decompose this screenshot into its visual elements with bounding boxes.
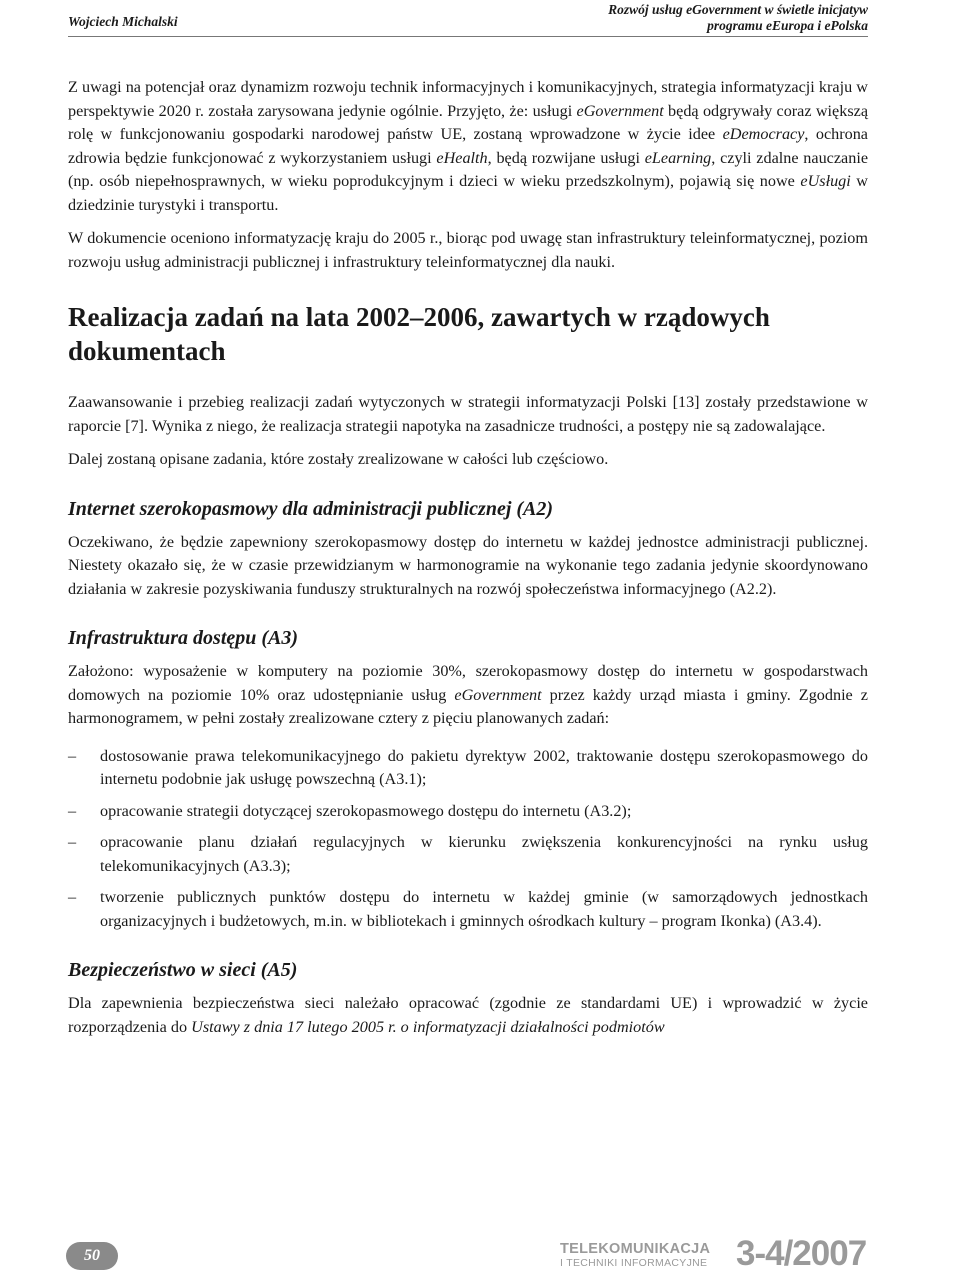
- dash-bullet: –: [68, 833, 77, 851]
- journal-name-line2: I TECHNIKI INFORMACYJNE: [560, 1257, 708, 1269]
- paragraph-strategy-2020: Z uwagi na potencjał oraz dynamizm rozwoju technik informacyjnych i komunikacyjnych, strategia informatyzacji kraju w perspektywie 2020 r. została zarysowana jedynie ogólnie. Przyjęto, że: usługi eGovernment będą odgrywały coraz większą rolę w funkcjonowaniu gospodarki narodowej państw UE, zostaną wprowadzone w życie idee eDemocracy, ochrona zdrowia będzie funkcjonować z wykorzystaniem usługi eHealth, będą rozwijane usługi eLearning, czyli zdalne nauczanie (np. osób niepełnosprawnych, w wieku poprodukcyjnym i dzieci w wieku przedszkolnym), pojawią się nowe eUsługi w dziedzinie turystyki i transportu.: [68, 78, 869, 214]
- paragraph-progress: Zaawansowanie i przebieg realizacji zadań wytyczonych w strategii informatyzacji Polski [13] zostały przedstawione w raporcie [7]. Wynika z niego, że realizacja strategii napotyka na zasadnicze trudności, a postępy nie są zadowalające.: [68, 393, 868, 435]
- paragraph-a3: Założono: wyposażenie w komputery na poziomie 30%, szerokopasmowy dostęp do internetu w gospodarstwach domowych na poziomie 10% oraz udostępnianie usług eGovernment przez każdy urząd miasta i gminy. Zgodnie z harmonogramem, w pełni zostały zrealizowane cztery z pięciu planowanych zadań:: [68, 662, 868, 727]
- paragraph-intro-tasks: Dalej zostaną opisane zadania, które zostały zrealizowane w całości lub częściowo.: [68, 450, 609, 468]
- list-item: – dostosowanie prawa telekomunikacyjnego do pakietu dyrektyw 2002, traktowanie dostępu szerokopasmowego do internetu podobnie jak usługę powszechną (A3.1);: [68, 746, 868, 788]
- running-header-title-line1: Rozwój usług eGovernment w świetle inicjatyw: [608, 2, 868, 17]
- page-number-badge: 50: [66, 1242, 118, 1270]
- list-item: – opracowanie planu działań regulacyjnych w kierunku zwiększenia konkurencyjności na rynku usług telekomunikacyjnych (A3.3);: [68, 833, 868, 875]
- subheading-internet-a2: Internet szerokopasmowy dla administracji publicznej (A2): [68, 497, 554, 520]
- running-header-title-line2: programu eEuropa i ePolska: [707, 18, 868, 33]
- journal-name: [560, 1242, 710, 1270]
- article-body: [68, 76, 868, 1049]
- issue-number: 3-4/2007: [736, 1234, 867, 1273]
- section-heading: Realizacja zadań na lata 2002–2006, zawartych w rządowych dokumentach: [68, 302, 770, 366]
- paragraph-a5: Dla zapewnienia bezpieczeństwa sieci należało opracować (zgodnie ze standardami UE) i wprowadzić w życie rozporządzenia do Ustawy z dnia 17 lutego 2005 r. o informatyzacji działalności podmiotów: [68, 994, 868, 1036]
- running-header-author: Wojciech Michalski: [68, 14, 178, 29]
- subheading-security-a5: Bezpieczeństwo w sieci (A5): [68, 959, 298, 981]
- paragraph-assessment: W dokumencie oceniono informatyzację kraju do 2005 r., biorąc pod uwagę stan infrastruktury teleinformatycznej, poziom rozwoju usług administracji publicznej i infrastruktury teleinformatycznej dla nauki.: [68, 229, 868, 271]
- paragraph-a2: Oczekiwano, że będzie zapewniony szerokopasmowy dostęp do internetu w każdej jednostce administracji publicznej. Niestety okazało się, że w czasie przewidzianym w harmonogramie na wykonanie tego zadania jedynie skoordynowano działania w zakresie pozyskiwania funduszy strukturalnych na rozwój społeczeństwa informacyjnego (A2.2).: [68, 532, 868, 598]
- dash-bullet: –: [68, 801, 77, 820]
- dash-bullet: –: [68, 888, 77, 906]
- journal-name-line1: TELEKOMUNIKACJA: [560, 1241, 711, 1257]
- page-footer: [0, 1220, 960, 1271]
- header-rule: [68, 36, 868, 37]
- task-list: [68, 745, 868, 934]
- running-header-title: [608, 2, 868, 34]
- subheading-infrastructure-a3: Infrastruktura dostępu (A3): [68, 627, 299, 649]
- dash-bullet: –: [68, 746, 77, 765]
- list-item: – tworzenie publicznych punktów dostępu do internetu w każdej gminie (w samorządowych jednostkach organizacyjnych i budżetowych, m.in. w bibliotekach i gminnych ośrodkach kultury – program Ikonka) (A3.4).: [68, 888, 868, 930]
- list-item: – opracowanie strategii dotyczącej szerokopasmowego dostępu do internetu (A3.2);: [68, 800, 868, 824]
